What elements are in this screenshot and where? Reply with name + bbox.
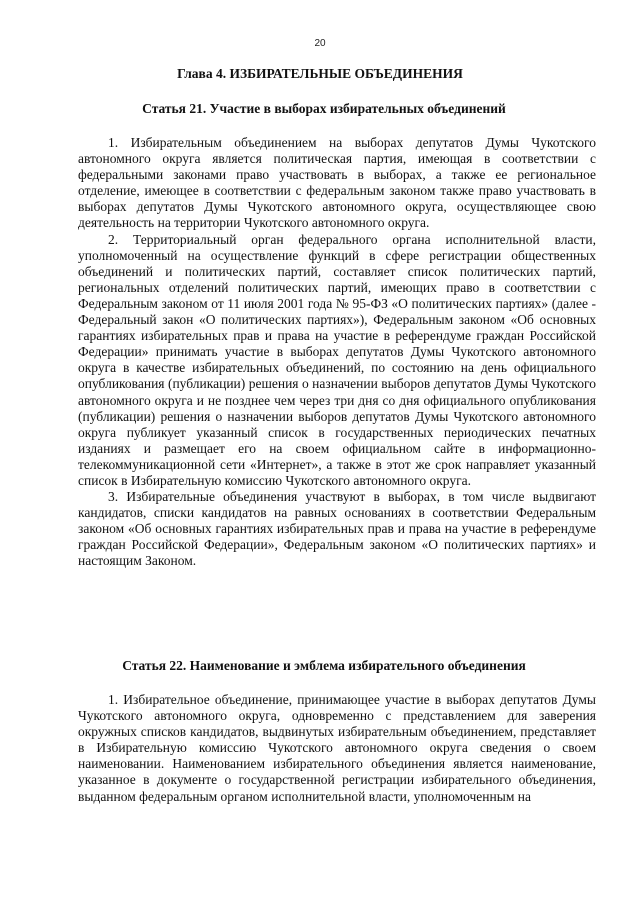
article-22-paragraph-1: 1. Избирательное объединение, принимающее участие в выборах депутатов Думы Чукотского автономного округа, одновременно с представлением для заверения окружных списков кандидатов, выдвинутых избирательным объединением, представляет в Избирательную комиссию Чукотского автономного округа сведения о своем наименовании. Наименованием избирательного объединения является наименование, указанное в документе о государственной регистрации избирательного объединения, выданном федеральным органом исполнительной власти, уполномоченным на — [78, 692, 596, 804]
article-21-title: Статья 21. Участие в выборах избирательных объединений — [142, 101, 506, 116]
article-21-paragraph-3: 3. Избирательные объединения участвуют в выборах, в том числе выдвигают кандидатов, списки кандидатов на равных основаниях в соответствии Федеральным законом «Об основных гарантиях избирательных прав и права на участие в референдуме граждан Российской Федерации», Федеральным законом «О политических партиях» и настоящим Законом. — [78, 489, 596, 569]
article-22-body — [78, 692, 596, 805]
chapter-title: Глава 4. ИЗБИРАТЕЛЬНЫЕ ОБЪЕДИНЕНИЯ — [177, 66, 463, 81]
page-number: 20 — [314, 38, 326, 49]
article-21-paragraph-1: 1. Избирательным объединением на выборах депутатов Думы Чукотского автономного округа является политическая партия, имеющая в соответствии с федеральными законами право участвовать в выборах, а также ее региональное отделение, имеющее в соответствии с федеральным законом также право участвовать в выборах депутатов Думы Чукотского автономного округа, осуществляющее свою деятельность на территории Чукотского автономного округа. — [78, 135, 596, 231]
article-21-body — [78, 135, 596, 570]
article-21-paragraph-2: 2. Территориальный орган федерального органа исполнительной власти, уполномоченный на осуществление функций в сфере регистрации общественных объединений и политических партий, составляет список политических партий, региональных отделений политических партий, имеющих право в соответствии с Федеральным законом от 11 июля 2001 года № 95-ФЗ «О политических партиях» (далее - Федеральный закон «О политических партиях»), Федеральным законом «Об основных гарантиях избирательных прав и права на участие в референдуме граждан Российской Федерации» принимать участие в выборах депутатов Думы Чукотского автономного округа в качестве избирательных объединений, по состоянию на день официального опубликования (публикации) решения о назначении выборов депутатов Думы Чукотского автономного округа и не позднее чем через три дня со дня официального опубликования (публикации) решения о назначении выборов депутатов Думы Чукотского автономного округа публикует указанный список в государственных периодических печатных изданиях и размещает его на своем официальном сайте в информационно-телекоммуникационной сети «Интернет», а также в этот же срок направляет указанный список в Избирательную комиссию Чукотского автономного округа. — [78, 231, 596, 488]
article-22-title: Статья 22. Наименование и эмблема избирательного объединения — [122, 658, 526, 673]
